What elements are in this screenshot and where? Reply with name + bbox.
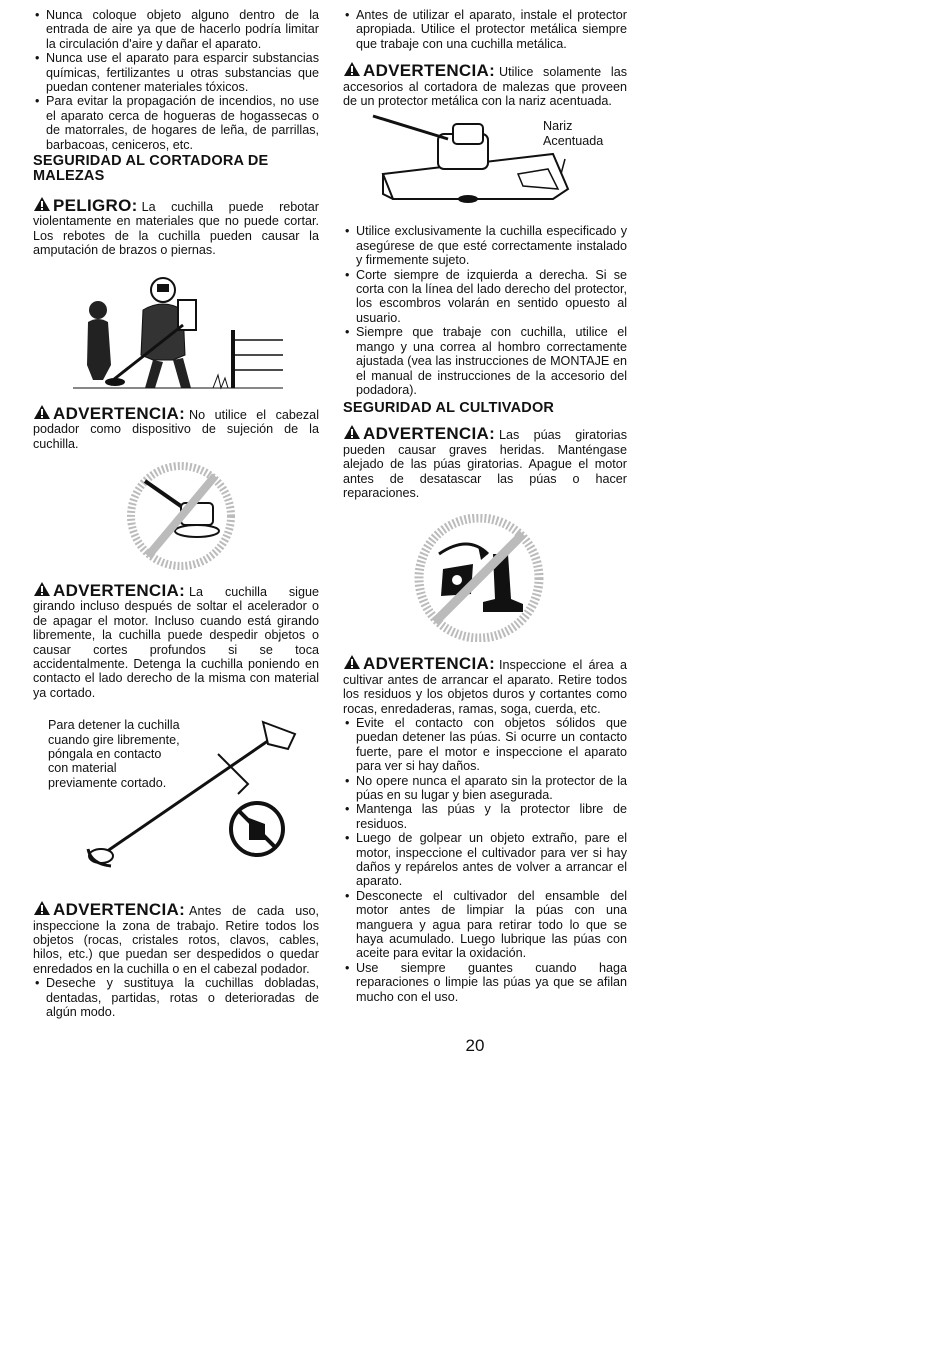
list-item: • Utilice exclusivamente la cuchilla especificado y asegúrese de que esté correctamente instalado y firmemente sujeto. [343, 224, 627, 267]
warning-triangle-icon [33, 196, 51, 212]
list-item: • Evite el contacto con objetos sólidos que puedan detener las púas. Si ocurre un contacto fuerte, pare el motor e inspeccione el aparato para ver si hay daños. [343, 716, 627, 774]
warning-triangle-icon [343, 424, 361, 440]
list-item: • Siempre que trabaje con cuchilla, utilice el mango y una correa al hombro correctamente ajustada (vea las instrucciones de MONTAJE en el manual de instrucciones de la accesorio del podadora). [343, 325, 627, 397]
left-column [33, 8, 319, 1019]
adv-label: ADVERTENCIA: [363, 61, 496, 81]
right-bottom-bullets [343, 716, 627, 1004]
section-title-cortadora: SEGURIDAD AL CORTADORA DE MALEZAS [33, 153, 269, 185]
warning-triangle-icon [33, 581, 51, 597]
operator-illustration [33, 270, 319, 398]
adv-label: ADVERTENCIA: [53, 900, 186, 920]
list-item: • Desconecte el cultivador del ensamble del motor antes de limpiar la púas con una manguera y agua para retirar todo lo que se haya acumulado. Luego lubrique las púas con aceite para evitar la oxidación. [343, 889, 627, 961]
list-item: • Corte siempre de izquierda a derecha. Si se corta con la línea del lado derecho del protector, los escombros volarán en sentido opuesto al usuario. [343, 268, 627, 326]
peligro-text: La cuchilla puede rebotar violentamente en materiales que no puede cortar. Los rebotes de la cuchilla pueden causar la amputación de brazos o piernas. [33, 200, 319, 258]
operator-figure [33, 270, 319, 398]
adv-label: ADVERTENCIA: [363, 654, 496, 674]
adv-inspect-warning [343, 654, 627, 716]
list-item: • No opere nunca el aparato sin la protector de la púas en su lugar y bien asegurada. [343, 774, 627, 803]
right-column [343, 8, 627, 1004]
adv-label: ADVERTENCIA: [53, 580, 186, 600]
adv-text: No utilice el cabezal podador como dispositivo de sujeción de la cuchilla. [33, 407, 319, 451]
adv-text: La cuchilla sigue girando incluso después de soltar el acelerador o de apagar el motor. Incluso cuando está girando libremente, la cuchilla puede despedir objetos o causar cortes profundos si se toca accidentalmente. Detenga la cuchilla poniendo en contacto el lado derecho de la misma con material ya cortado. [33, 584, 319, 700]
stop-blade-illustration [33, 714, 319, 890]
adv3-warning [33, 900, 319, 976]
prohibited-head-figure [33, 461, 319, 571]
tines-illustration [343, 514, 627, 642]
adv2-warning [33, 581, 319, 700]
warning-triangle-icon [343, 61, 361, 77]
list-item: • Luego de golpear un objeto extraño, pare el motor, inspeccione el cultivador para ver si hay daños y repárelos antes de volver a arrancar el aparato. [343, 831, 627, 889]
stop-blade-figure [33, 714, 319, 890]
adv-text: Antes de cada uso, inspeccione la zona de trabajo. Retire todos los objetos (rocas, cristales rotos, clavos, cables, hilos, etc.) que puedan ser despedidos o quedar enredados en la cuchilla o en el cabezal podador. [33, 904, 319, 976]
adv-label: ADVERTENCIA: [363, 424, 496, 444]
section-title-cultivador: SEGURIDAD AL CULTIVADOR [343, 400, 555, 417]
list-item: • Use siempre guantes cuando haga reparaciones o limpie las púas ya que se afilan mucho con el uso. [343, 961, 627, 1004]
guard-caption [543, 119, 603, 148]
list-item: • Nunca coloque objeto alguno dentro de la entrada de aire ya que de hacerlo podría limitar la circulación d'aire y dañar el aparato. [33, 8, 319, 51]
right-top-bullets [343, 8, 627, 51]
warning-triangle-icon [33, 900, 51, 916]
adv-label: ADVERTENCIA: [53, 403, 186, 423]
list-item: • Mantenga las púas y la protector libre de residuos. [343, 802, 627, 831]
warning-triangle-icon [33, 404, 51, 420]
list-item: • Antes de utilizar el aparato, instale el protector apropiada. Utilice el protector metálica siempre que trabaje con una cuchilla metálica. [343, 8, 627, 51]
list-item: • Nunca use el aparato para esparcir substancias químicas, fertilizantes u otras substancias que puedan contener materiales tóxicos. [33, 51, 319, 94]
adv-text: Utilice solamente las accesorios al cortadora de malezas que proveen de un protector metálica con la nariz acentuada. [343, 65, 627, 109]
adv-text: Las púas giratorias pueden causar graves heridas. Manténgase alejado de las púas giratorias. Apague el motor antes de desatascar las púas o hacer reparaciones. [343, 428, 627, 500]
guard-caption-line-1: Nariz [543, 119, 573, 134]
adv-tines-warning [343, 424, 627, 500]
list-item: • Para evitar la propagación de incendios, no use el aparato cerca de hogueras de hogassecas o de matorrales, de hogares de leña, de parrillas, barbacoas, ceniceros, etc. [33, 94, 319, 152]
warning-triangle-icon [343, 654, 361, 670]
adv-text: Inspeccione el área a cultivar antes de arrancar el aparato. Retire todos los residuos y los objetos duros y cortantes como rocas, enredaderas, ramas, soga, cuerda, etc. [343, 658, 627, 716]
adv1-warning [33, 404, 319, 451]
right-mid-bullets [343, 224, 627, 397]
adv-guard-warning [343, 61, 627, 108]
left-bottom-bullets [33, 976, 319, 1019]
list-item: • Deseche y sustituya la cuchillas dobladas, dentadas, partidas, rotas o deterioradas de algún modo. [33, 976, 319, 1019]
peligro-warning [33, 196, 319, 258]
guard-caption-line-2: Acentuada [543, 133, 604, 148]
guard-figure [343, 114, 627, 218]
peligro-label: PELIGRO: [53, 196, 138, 216]
left-top-bullets [33, 8, 319, 152]
stop-blade-caption: Para detener la cuchilla cuando gire libremente, póngala en contacto con material previamente cortado. [48, 718, 180, 790]
page-number: 20 [465, 1036, 485, 1055]
tines-figure [343, 514, 627, 642]
prohibited-head-illustration [33, 461, 319, 571]
